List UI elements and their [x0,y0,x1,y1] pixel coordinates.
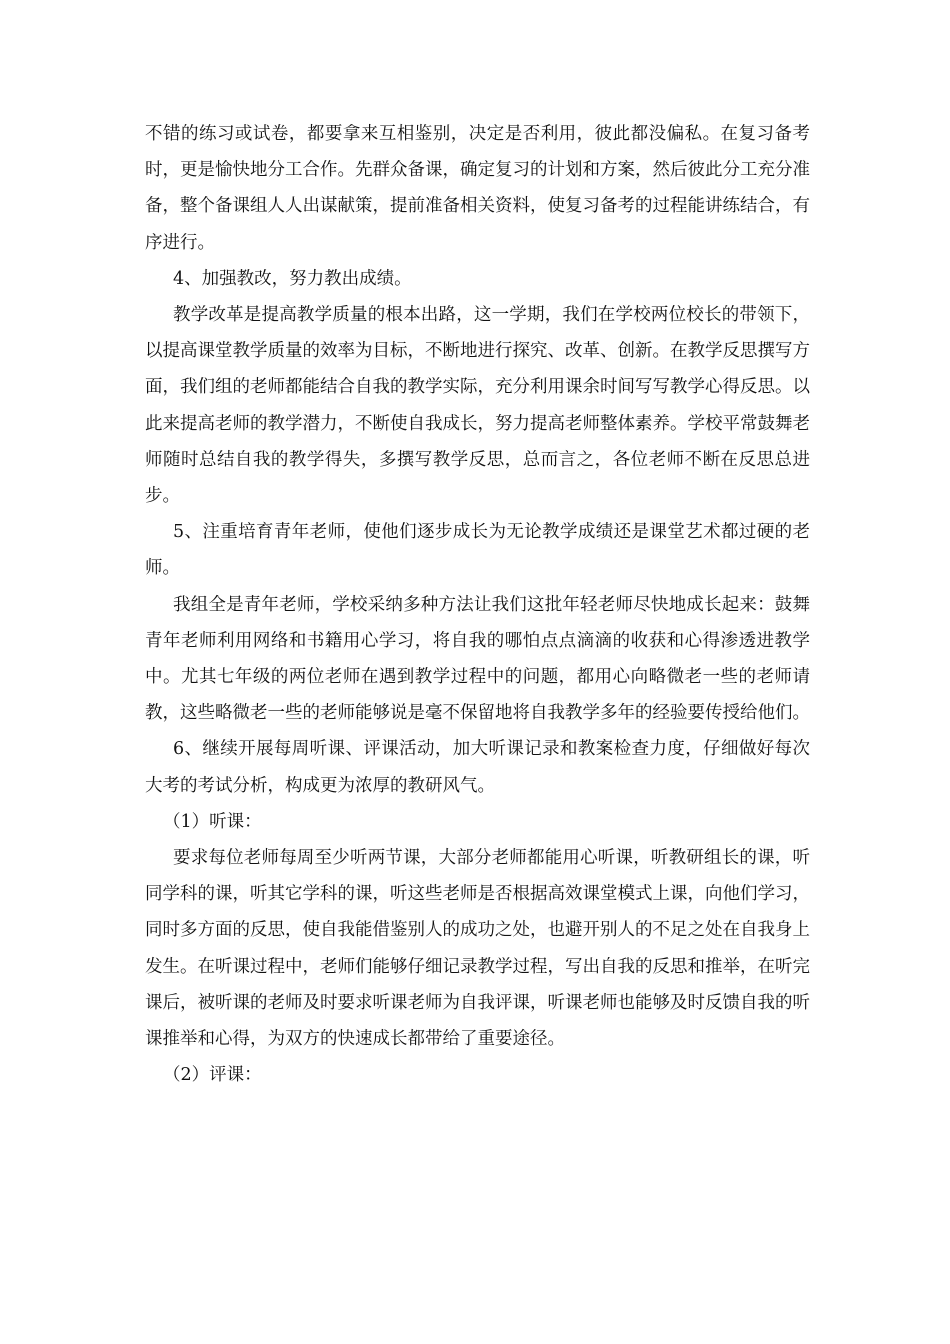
section-heading-5: 5、注重培育青年老师，使他们逐步成长为无论教学成绩还是课堂艺术都过硬的老师。 [145,522,810,579]
paragraph-listening: 要求每位老师每周至少听两节课，大部分老师都能用心听课，听教研组长的课，听同学科的课，听其它学科的课，听这些老师是否根据高效课堂模式上课，向他们学习，同时多方面的反思，使自我能借鉴别人的成功之处，也避开别人的不足之处在自我身上发生。在听课过程中，老师们能够仔细记录教学过程，写出自我的反思和推举，在听完课后，被听课的老师及时要求听课老师为自我评课，听课老师也能够及时反馈自我的听课推举和心得，为双方的快速成长都带给了重要途径。 [145,848,810,1050]
subheading-evaluation: （2）评课： [163,1065,262,1086]
body-text [145,116,810,1093]
section-heading-6: 6、继续开展每周听课、评课活动，加大听课记录和教案检查力度，仔细做好每次大考的考试分析，构成更为浓厚的教研风气。 [145,739,810,796]
paragraph-continuation: 不错的练习或试卷，都要拿来互相鉴别，决定是否利用，彼此都没偏私。在复习备考时，更是愉快地分工合作。先群众备课，确定复习的计划和方案，然后彼此分工充分准备，整个备课组人人出谋献策，提前准备相关资料，使复习备考的过程能讲练结合，有序进行。 [145,124,810,253]
paragraph-young-teachers: 我组全是青年老师，学校采纳多种方法让我们这批年轻老师尽快地成长起来：鼓舞青年老师利用网络和书籍用心学习，将自我的哪怕点点滴滴的收获和心得渗透进教学中。尤其七年级的两位老师在遇到教学过程中的问题，都用心向略微老一些的老师请教，这些略微老一些的老师能够说是毫不保留地将自我教学多年的经验要传授给他们。 [145,594,810,724]
subheading-listening: （1）听课： [163,811,262,832]
section-heading-4: 4、加强教改，努力教出成绩。 [173,268,412,289]
paragraph-teaching-reform: 教学改革是提高教学质量的根本出路，这一学期，我们在学校两位校长的带领下，以提高课堂教学质量的效率为目标，不断地进行探究、改革、创新。在教学反思撰写方面，我们组的老师都能结合自我的教学实际，充分利用课余时间写写教学心得反思。以此来提高老师的教学潜力，不断使自我成长，努力提高老师整体素养。学校平常鼓舞老师随时总结自我的教学得失，多撰写教学反思，总而言之，各位老师不断在反思总进步。 [145,305,810,507]
